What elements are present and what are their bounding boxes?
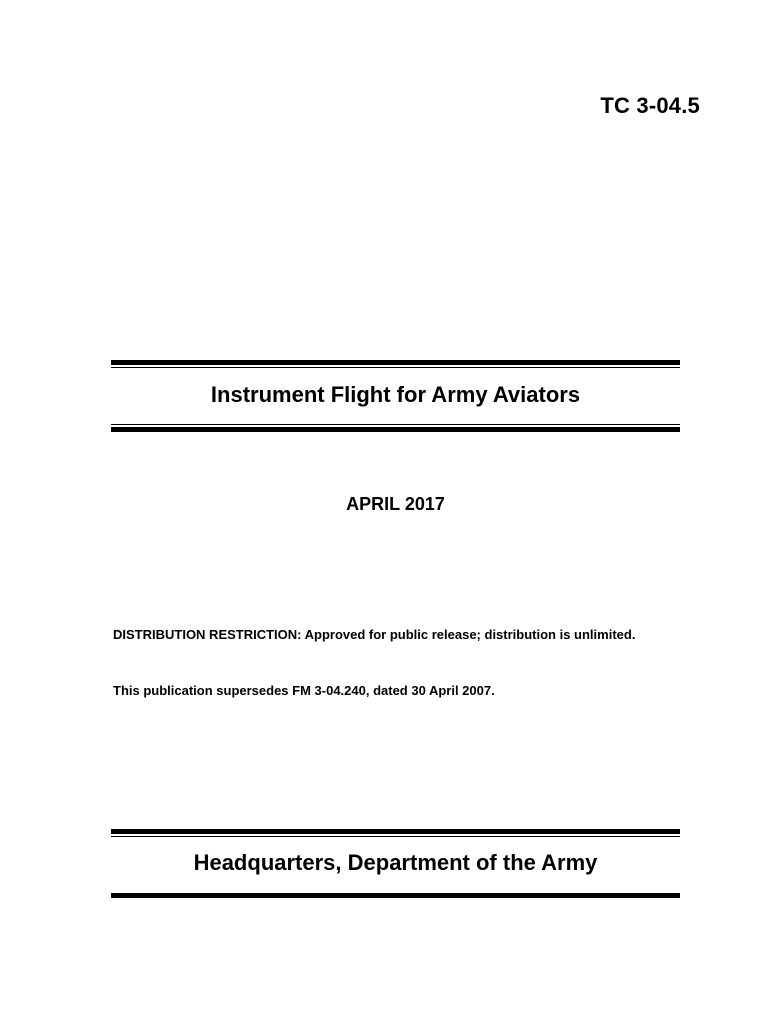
footer-bottom-rule xyxy=(111,893,680,898)
issuing-organization: Headquarters, Department of the Army xyxy=(193,850,598,875)
title-bottom-rule-thick xyxy=(111,427,680,432)
distribution-restriction: DISTRIBUTION RESTRICTION: Approved for public release; distribution is unlimited. xyxy=(113,627,636,642)
footer-top-rule-thick xyxy=(111,829,680,834)
footer-top-rule-thin xyxy=(111,836,680,837)
title-top-rule-thick xyxy=(111,360,680,365)
title-top-rule-thin xyxy=(111,367,680,368)
supersedes-notice: This publication supersedes FM 3-04.240, dated 30 April 2007. xyxy=(113,683,495,698)
title-bottom-rule-thin xyxy=(111,424,680,425)
publication-date: APRIL 2017 xyxy=(346,494,445,514)
document-number: TC 3-04.5 xyxy=(600,93,700,118)
document-title: Instrument Flight for Army Aviators xyxy=(210,382,581,407)
